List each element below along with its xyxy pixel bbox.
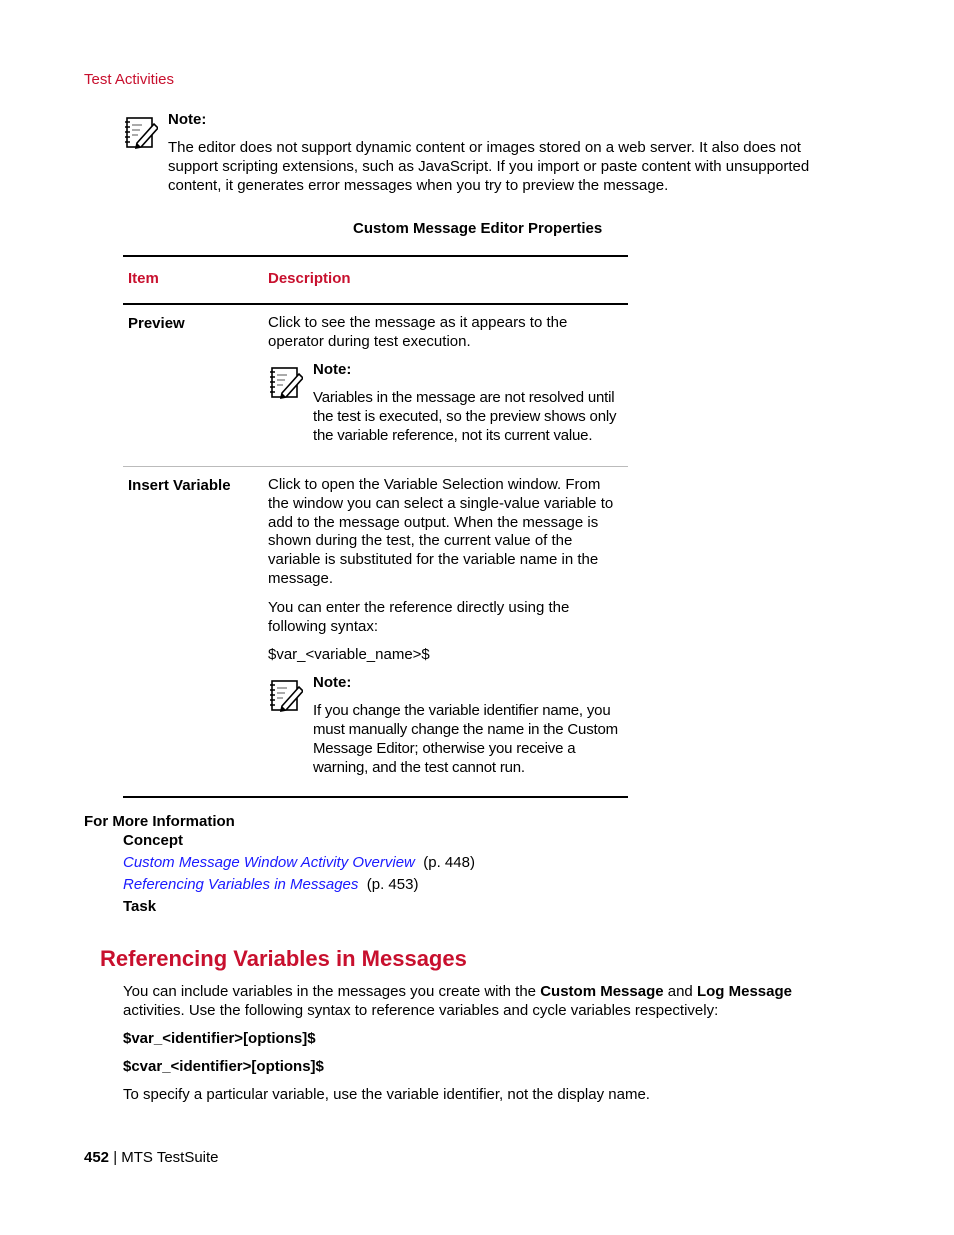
table-row-description [268,314,567,351]
table-bottom-rule [123,796,628,798]
concept-label: Concept [123,832,183,849]
task-label: Task [123,898,157,915]
concept-link-row [123,853,475,872]
syntax-example: $var_<variable_name>$ [268,646,430,663]
product-name: MTS TestSuite [121,1149,219,1166]
concept-link[interactable]: Custom Message Window Activity Overview [123,854,415,871]
description-line: operator during test execution. [268,332,471,350]
note-line: Message Editor; otherwise you receive a [313,740,576,757]
table-row-item: Preview [128,315,185,332]
page-reference: (p. 453) [366,876,419,893]
note-line: If you change the variable identifier name, you [313,702,611,719]
note-body [313,388,616,445]
note-line: the variable reference, not its current value. [313,427,593,444]
note-line: content, it generates error messages when you try to preview the message. [168,177,669,194]
intro-line: activities. Use the following syntax to reference variables and cycle variables respectively: [123,1002,719,1019]
note-pencil-icon [269,677,303,713]
table-header-description: Description [268,270,351,287]
more-info-heading: For More Information [84,813,235,830]
description-line: shown during the test, the current value of the [268,532,573,550]
table-row-description-2 [268,598,569,636]
note-body [313,701,618,777]
table-top-rule [123,255,628,257]
intro-bold-log-message: Log Message [696,983,792,1000]
note-line: warning, and the test cannot run. [313,759,525,776]
concept-link-row [123,875,418,894]
note-body [168,138,809,195]
description-line: You can enter the reference directly using the [268,599,570,616]
note-pencil-icon [269,364,303,400]
description-line: Click to see the message as it appears to the [268,314,568,331]
page-footer [84,1148,219,1167]
intro-text: You can include variables in the messages you create with the [123,983,541,1000]
note-title: Note: [313,361,352,378]
note-line: must manually change the name in the Custom [313,721,618,738]
syntax-cvar: $cvar_<identifier>[options]$ [123,1058,324,1075]
syntax-var: $var_<identifier>[options]$ [123,1030,316,1047]
intro-text: and [663,983,697,1000]
intro-bold-custom-message: Custom Message [540,983,664,1000]
concept-link[interactable]: Referencing Variables in Messages [123,876,359,893]
table-header-item: Item [128,270,159,287]
section-intro [123,982,792,1020]
note-line: support scripting extensions, such as JavaScript. If you import or paste content with unsupported [168,158,810,175]
page-reference: (p. 448) [423,854,475,871]
table-row-description [268,476,613,589]
note-line: The editor does not support dynamic content or images stored on a web server. It also does not [168,139,801,156]
row-divider [123,466,628,467]
table-header-rule [123,303,628,305]
table-row-item: Insert Variable [128,477,231,494]
table-caption: Custom Message Editor Properties [353,220,603,237]
section-closing: To specify a particular variable, use the variable identifier, not the display name. [123,1086,650,1103]
description-line: variable is substituted for the variable name in the [268,551,599,569]
note-line: Variables in the message are not resolved until [313,389,615,406]
note-title: Note: [313,674,352,691]
note-line: the test is executed, so the preview shows only [313,408,617,425]
description-line: message. [268,569,334,587]
description-line: Click to open the Variable Selection window. From [268,476,601,493]
description-line: add to the message output. When the message is [268,513,599,531]
page-number: 452 [84,1149,110,1166]
description-line: the window you can select a single-value variable to [268,494,614,512]
description-line: following syntax: [268,618,379,635]
note-pencil-icon [124,114,158,150]
section-title: Referencing Variables in Messages [100,946,467,971]
footer-separator: | [109,1149,122,1166]
intro-line [123,982,792,1001]
note-title: Note: [168,111,207,128]
running-header: Test Activities [84,71,175,88]
